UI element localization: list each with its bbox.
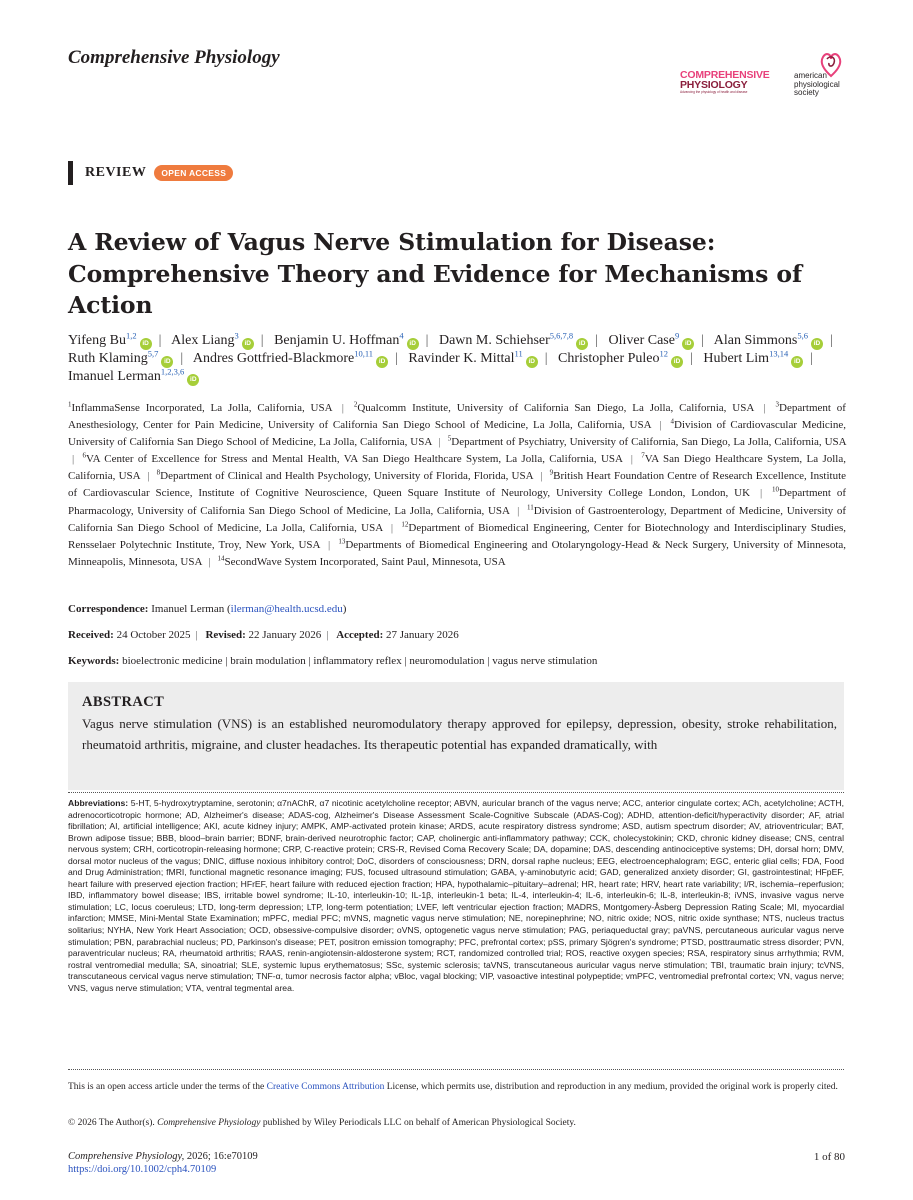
author-name: Oliver Case — [608, 333, 675, 348]
affiliation — [83, 453, 623, 465]
affiliation-separator: | — [659, 419, 662, 432]
copyright-statement — [68, 1116, 844, 1130]
article-type-label: REVIEW — [85, 165, 147, 180]
affiliation-separator: | — [208, 555, 211, 568]
affiliation — [157, 470, 533, 482]
author — [703, 348, 803, 366]
author — [608, 330, 694, 348]
author-affiliation-ref[interactable]: 9 — [674, 330, 680, 341]
affiliation-number: 1 — [68, 400, 72, 409]
aps-logo-text: american physiological society — [794, 71, 840, 97]
author-affiliation-ref[interactable]: 3 — [234, 330, 239, 341]
affiliation-separator: | — [630, 453, 633, 466]
affiliation-text: Department of Clinical and Health Psychology, University of Florida, Florida, USA — [160, 470, 533, 483]
license-statement — [68, 1080, 844, 1096]
author-separator: | — [260, 333, 264, 348]
affiliation-separator: | — [517, 504, 520, 517]
article-type-row — [68, 161, 233, 185]
abbreviations — [68, 798, 844, 994]
creative-commons-link[interactable]: Creative Commons Attribution — [266, 1082, 385, 1092]
affiliation-separator: | — [438, 436, 441, 449]
author-separator: | — [158, 333, 162, 348]
affiliation-number: 10 — [772, 485, 780, 494]
abstract-box — [68, 682, 844, 790]
cp-logo-line2: PHYSIOLOGY — [680, 79, 748, 91]
author — [713, 330, 823, 348]
affiliation — [448, 436, 846, 448]
affiliation-separator: | — [759, 487, 763, 500]
license-divider — [68, 1069, 844, 1070]
author-separator: | — [701, 333, 705, 348]
orcid-icon[interactable]: iD — [161, 356, 173, 368]
orcid-icon[interactable]: iD — [376, 356, 388, 368]
author-name: Ravinder K. Mittal — [408, 351, 515, 366]
accepted-label: Accepted: — [336, 629, 384, 641]
accepted-date: 27 January 2026 — [386, 629, 459, 641]
affiliations — [68, 400, 846, 571]
affiliation-number: 4 — [670, 417, 674, 426]
affiliation-number: 14 — [217, 554, 225, 563]
open-access-badge[interactable]: OPEN ACCESS — [154, 165, 233, 181]
cp-logo-line1: COMPREHENSIVE — [680, 69, 770, 81]
author — [68, 330, 152, 348]
author — [408, 348, 537, 366]
affiliation-separator: | — [72, 453, 75, 466]
affiliation-text: InflammaSense Incorporated, La Jolla, California, USA — [71, 402, 332, 414]
author-name: Andres Gottfried-Blackmore — [192, 351, 355, 366]
keywords — [68, 654, 597, 668]
affiliation-text: Departments of Biomedical Engineering and Otolaryngology-Head & Neck Surgery, University of Minnesota, Minneapolis, Minnesota, USA — [68, 538, 847, 568]
author — [558, 348, 683, 366]
keywords-label: Keywords: — [68, 655, 120, 667]
orcid-icon[interactable]: iD — [187, 374, 199, 386]
affiliation-separator: | — [328, 538, 331, 551]
orcid-icon[interactable]: iD — [407, 338, 419, 350]
author — [68, 366, 199, 384]
orcid-icon[interactable]: iD — [682, 338, 694, 350]
received-date: 24 October 2025 — [116, 629, 191, 641]
author-affiliation-ref[interactable]: 5,7 — [147, 348, 159, 359]
license-suffix: License, which permits use, distribution and reproduction in any medium, provided the original work is properly cited. — [384, 1082, 838, 1092]
author-name: Hubert Lim — [703, 351, 770, 366]
affiliation-separator: | — [540, 470, 543, 483]
correspondence-label: Correspondence: — [68, 603, 149, 615]
author-name: Christopher Puleo — [558, 351, 660, 366]
affiliation — [354, 402, 754, 414]
author-name: Dawn M. Schiehser — [438, 333, 550, 348]
footer-citation — [68, 1151, 258, 1176]
author-affiliation-ref[interactable]: 13,14 — [769, 348, 789, 359]
author-name: Benjamin U. Hoffman — [274, 333, 400, 348]
affiliation-text: VA San Diego Healthcare System, La Jolla, California, USA — [68, 453, 846, 483]
correspondence-name: Imanuel Lerman — [151, 603, 225, 615]
orcid-icon[interactable]: iD — [791, 356, 803, 368]
affiliation-separator: | — [763, 402, 766, 414]
copyright-journal: Comprehensive Physiology — [157, 1118, 261, 1128]
affiliation-separator: | — [341, 402, 344, 414]
orcid-icon[interactable]: iD — [811, 338, 823, 350]
doi-link[interactable]: https://doi.org/10.1002/cph4.70109 — [68, 1163, 217, 1175]
author-affiliation-ref[interactable]: 10,11 — [354, 348, 374, 359]
abstract-heading: ABSTRACT — [82, 694, 165, 710]
affiliation-text: Division of Gastroenterology, Department of Medicine, University of California San Diego School of Medicine, La Jolla, California, USA — [68, 504, 847, 534]
affiliation-text: Division of Cardiovascular Medicine, University of California San Diego School of Medicine, La Jolla, California, USA — [68, 419, 846, 449]
author-affiliation-ref[interactable]: 5,6 — [797, 330, 808, 341]
author — [192, 348, 388, 366]
article-title: A Review of Vagus Nerve Stimulation for Disease: Comprehensive Theory and Evidence for Mechanisms of Action — [68, 228, 802, 319]
orcid-icon[interactable]: iD — [671, 356, 683, 368]
author — [68, 348, 173, 366]
publisher-logos[interactable] — [678, 50, 848, 102]
affiliation-separator: | — [147, 470, 150, 483]
footer-volume: 2026; 16:e70109 — [184, 1151, 258, 1162]
orcid-icon[interactable]: iD — [576, 338, 588, 350]
cp-logo-tagline: Advancing the physiology of health and disease — [680, 90, 748, 94]
author-name: Alan Simmons — [713, 333, 798, 348]
affiliation-text: Department of Anesthesiology, Center for Pain Medicine, University of California San Diego School of Medicine, La Jolla, California, USA — [68, 402, 846, 432]
article-dates: Received: 24 October 2025 | Revised: 22 January 2026 | Accepted: 27 January 2026 — [68, 629, 459, 641]
affiliation-number: 8 — [156, 468, 161, 477]
affiliation — [68, 402, 332, 414]
author-separator: | — [395, 351, 398, 366]
affiliation-number: 11 — [526, 502, 534, 511]
orcid-icon[interactable]: iD — [140, 338, 152, 350]
footer-journal: Comprehensive Physiology, — [68, 1151, 185, 1162]
license-prefix: This is an open access article under the terms of the — [68, 1082, 267, 1092]
copyright-suffix: published by Wiley Periodicals LLC on behalf of American Physiological Society. — [260, 1118, 576, 1128]
author-name: Imanuel Lerman — [68, 369, 161, 384]
author-affiliation-ref[interactable]: 1,2 — [125, 330, 137, 341]
author-separator: | — [810, 351, 813, 366]
revised-label: Revised: — [205, 629, 246, 641]
affiliation-text: Department of Pharmacology, University of California San Diego School of Medicine, La Jolla, California, USA — [68, 487, 847, 517]
affiliation-number: 5 — [447, 434, 452, 443]
affiliation-number: 12 — [401, 520, 409, 528]
affiliation-text: VA Center of Excellence for Stress and Mental Health, VA San Diego Healthcare System, La Jolla, California, USA — [86, 453, 623, 466]
affiliation-number: 6 — [82, 451, 87, 460]
received-label: Received: — [68, 629, 114, 641]
affiliation-number: 9 — [549, 468, 554, 477]
author — [274, 330, 419, 348]
author-separator: | — [180, 351, 184, 366]
affiliation-number: 13 — [338, 537, 346, 546]
section-bar — [68, 161, 73, 185]
affiliation-text: Department of Biomedical Engineering, Center for Biotechnology and Interdisciplinary Studies, Rensselaer Polytechnic Institute, Troy, New York, USA — [68, 521, 847, 551]
orcid-icon[interactable]: iD — [526, 356, 538, 368]
revised-date: 22 January 2026 — [248, 629, 322, 641]
affiliation-text: Department of Psychiatry, University of California, San Diego, La Jolla, California, USA — [451, 436, 847, 449]
author-affiliation-ref[interactable]: 11 — [514, 348, 523, 359]
journal-name: Comprehensive Physiology — [68, 47, 280, 68]
keywords-value: bioelectronic medicine | brain modulation | inflammatory reflex | neuromodulation | vagus nerve stimulation — [122, 655, 598, 667]
author-separator: | — [595, 333, 598, 348]
author-name: Alex Liang — [171, 333, 235, 348]
affiliation-number: 2 — [353, 400, 358, 409]
affiliation-number: 3 — [775, 400, 780, 409]
author-name: Ruth Klaming — [68, 351, 148, 366]
author-affiliation-ref[interactable]: 12 — [659, 348, 669, 359]
author-affiliation-ref[interactable]: 5,6,7,8 — [549, 330, 574, 341]
abbreviations-divider — [68, 792, 844, 793]
affiliation-separator: | — [390, 521, 394, 534]
abbreviations-label: Abbreviations: — [68, 798, 129, 808]
comprehensive-physiology-logo — [680, 70, 780, 94]
page-number: 1 of 80 — [813, 1151, 845, 1163]
author-list — [68, 332, 858, 386]
author — [171, 330, 254, 348]
author-separator: | — [425, 333, 429, 348]
affiliation-text: SecondWave System Incorporated, Saint Paul, Minnesota, USA — [224, 555, 506, 568]
affiliation — [218, 556, 506, 568]
correspondence-email-link[interactable]: ilerman@health.ucsd.edu — [230, 603, 343, 615]
orcid-icon[interactable]: iD — [242, 338, 254, 350]
copyright-prefix: © 2026 The Author(s). — [68, 1118, 158, 1128]
author-affiliation-ref[interactable]: 1,2,3,6 — [160, 366, 185, 377]
abstract-text: Vagus nerve stimulation (VNS) is an established neuromodulatory therapy approved for epilepsy, depression, obesity, stroke rehabilitation, rheumatoid arthritis, migraine, and cluster headaches. Its therapeutic potential has expanded dramatically, with — [82, 716, 837, 752]
author — [438, 330, 588, 348]
author-affiliation-ref[interactable]: 4 — [399, 330, 404, 341]
author-separator: | — [830, 333, 833, 348]
author-separator: | — [544, 351, 548, 366]
author-name: Yifeng Bu — [68, 333, 126, 348]
affiliation-text: Qualcomm Institute, University of California San Diego, La Jolla, California, USA — [357, 402, 754, 414]
affiliation-text: British Heart Foundation Centre of Research Excellence, Institute of Cardiovascular Science, Institute of Cognitive Neuroscience, Queen Square Institute of Neurology, University College London, London, UK — [68, 470, 847, 500]
affiliation-number: 7 — [641, 451, 645, 460]
author-separator: | — [690, 351, 693, 366]
abbreviations-text: 5-HT, 5-hydroxytryptamine, serotonin; α7nAChR, α7 nicotinic acetylcholine receptor; ABVN, auricular branch of the vagus nerve; ACC, anterior cingulate cortex; ACh, acetylcholine; ACTH, adrenocorticotropic hormone; AD, Alzheimer's disease; ADAS-cog, Alzheimer's Disease Assessment Scale-Cognitive Subscale (ADAS-Cog); ADHD, attention-deficit/hyperactivity disorder; AF, atrial fibrillation; AI, artificial intelligence; AKI, acute kidney injury; AMPK, AMP-activated protein kinase; ARDS, acute respiratory distress syndrome; ASD, autism spectrum disorder; AV, atrioventricular; BAT, Brown adipose tissue; BBB, blood–brain barrier; BDNF, brain-derived neurotrophic factor; CAP, cholinergic anti-inflammatory pathway; CCK, cholecystokinin; CKD, chronic kidney disease; CNS, central nervous system; CRH, corticotropin-releasing hormone; CRP, C-reactive protein; CRS-R, Revised Coma Recovery Scale; DA, dopamine; DAS, descending antinociceptive systems; DH, dorsal horn; DMV, dorsal motor nucleus of the vagus; DNIC, diffuse noxious inhibitory control; DoC, disorders of consciousness; DRN, dorsal raphe nucleus; EEG, electroencephalogram; EGC, enteric glial cells; FDA, Food and Drug Administration; fMRI, functional magnetic resonance imaging; FUS, focused ultrasound stimulation; GABA, γ-aminobutyric acid; GAD, generalized anxiety disorder; GI, gastrointestinal; HFpEF, heart failure with preserved ejection fraction; HFrEF, heart failure with reduced ejection fraction; HPA, hypothalamic–pituitary–adrenal; HR, heart rate; HRV, heart rate variability; I/R, ischemia–reperfusion; IBD, inflammatory bowel disease; IBS, irritable bowel syndrome; IL-10, interleukin-10; IL-1β, interleukin-1 beta; IL-4, interleukin-4; IL-6, interleukin-6; IL-8, interleukin-8; iVNS, invasive vagus nerve stimulation; LC, locus coeruleus; LTD, long-term depression; LTP, long-term potentiation; LVEF, left ventricular ejection fraction; MADRS, Montgomery-Åsberg Depression Rating Scale; MI, myocardial infarction; MMSE, Mini-Mental State Examination; mPFC, medial PFC; mVNS, magnetic vagus nerve stimulation; NE, norepinephrine; NO, nitric oxide; NOS, nitric oxide synthase; NTS, nucleus tractus solitarius; NYHA, New York Heart Association; OCD, obsessive-compulsive disorder; oVNS, optogenetic vagus nerve stimulation; PAG, periaqueductal gray; paVNS, percutaneous auricular vagus nerve stimulation; PBN, parabrachial nucleus; PD, Parkinson's disease; PET, positron emission tomography; PFC, prefrontal cortex; pSS, primary Sjögren's syndrome; PTSD, posttraumatic stress disorder; PVN, paraventricular nucleus; RA, rheumatoid arthritis; RAAS, renin-angiotensin-aldosterone system; RCT, randomized controlled trial; ROS, reactive oxygen species; RSA, respiratory sinus arrhythmia; RVM, rostral ventromedial medulla; SA, sinoatrial; SLE, systemic lupus erythematosus; SSc, systemic sclerosis; taVNS, transcutaneous auricular vagus nerve stimulation; TBI, traumatic brain injury; tcVNS, transcutaneous cervical vagus nerve stimulation; TNF-α, tumor necrosis factor alpha; vBloc, vagal blocking; VIP, vasoactive intestinal polypeptide; vmPFC, ventromedial prefrontal cortex; VN, vagus nerve; VNS, vagus nerve stimulation; VTA, ventral tegmental area. — [68, 798, 844, 993]
correspondence: Correspondence: Imanuel Lerman (ilerman@health.ucsd.edu) — [68, 603, 347, 615]
